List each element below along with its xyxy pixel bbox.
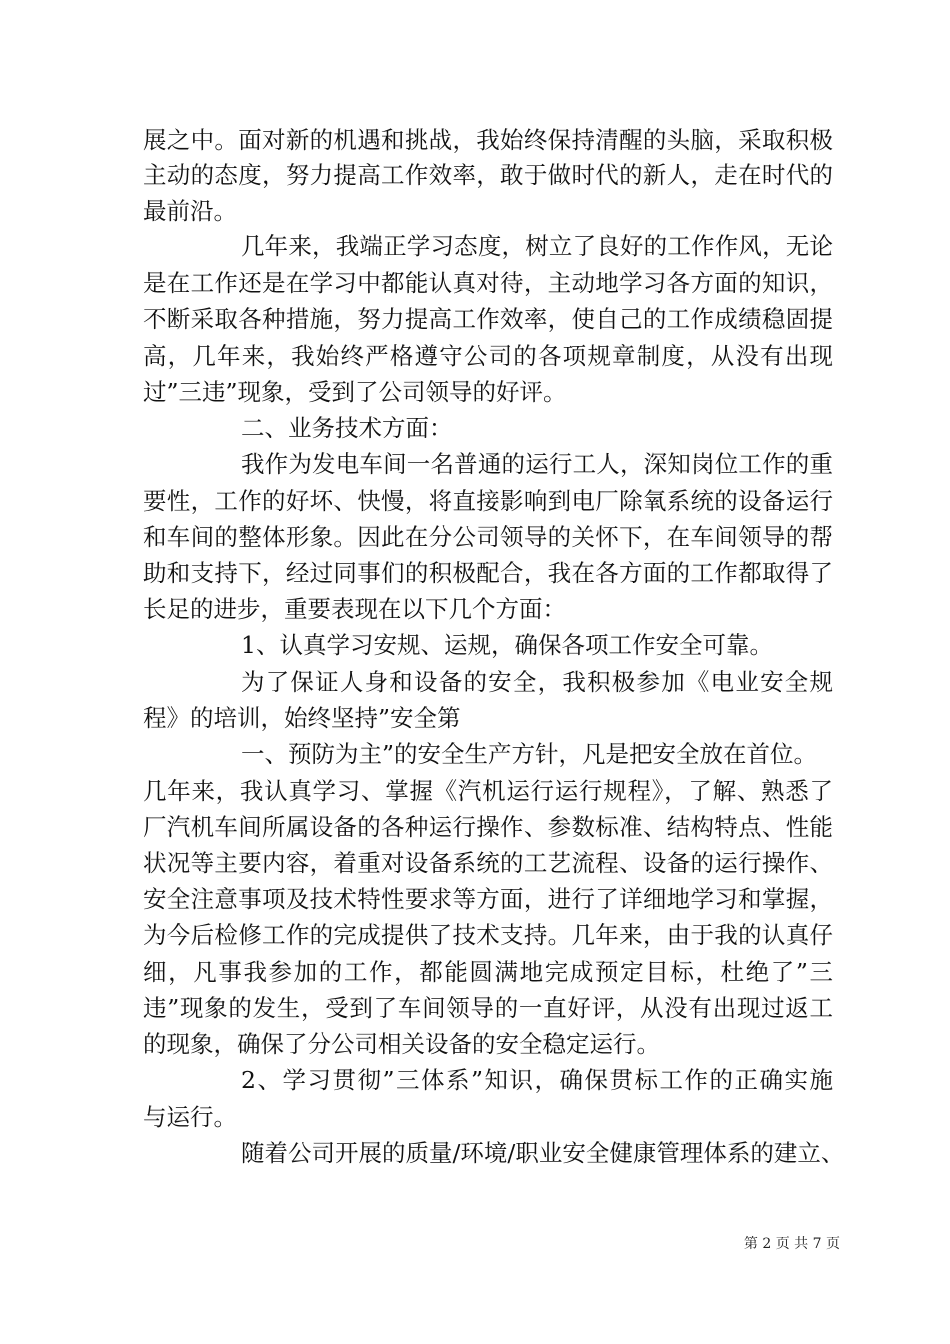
paragraph-line: 是在工作还是在学习中都能认真对待，主动地学习各方面的知识， <box>143 269 833 297</box>
paragraph-line: 最前沿。 <box>143 197 237 225</box>
paragraph-line: 要性，工作的好坏、快慢，将直接影响到电厂除氧系统的设备运行 <box>143 487 833 515</box>
paragraph-line: 和车间的整体形象。因此在分公司领导的关怀下，在车间领导的帮 <box>143 523 833 551</box>
paragraph-line: 过”三违”现象，受到了公司领导的好评。 <box>143 378 567 406</box>
page-number: 第 2 页 共 7 页 <box>743 1236 840 1252</box>
paragraph-line: 长足的进步，重要表现在以下几个方面： <box>143 595 566 623</box>
paragraph-line: 展之中。面对新的机遇和挑战，我始终保持清醒的头脑，采取积极 <box>143 126 833 154</box>
paragraph-line: 不断采取各种措施，努力提高工作效率，使自己的工作成绩稳固提 <box>143 305 833 333</box>
paragraph-line: 细，凡事我参加的工作，都能圆满地完成预定目标，杜绝了”三 <box>143 958 833 986</box>
subsection-heading: 1、认真学习安规、运规，确保各项工作安全可靠。 <box>241 631 773 659</box>
subsection-heading: 2、学习贯彻”三体系”知识，确保贯标工作的正确实施 <box>241 1066 833 1094</box>
paragraph-line: 状况等主要内容，着重对设备系统的工艺流程、设备的运行操作、 <box>143 849 833 877</box>
paragraph-line: 程》的培训，始终坚持”安全第 <box>143 704 461 732</box>
paragraph-line: 厂汽机车间所属设备的各种运行操作、参数标准、结构特点、性能 <box>143 813 833 841</box>
paragraph-line: 违”现象的发生，受到了车间领导的一直好评，从没有出现过返工 <box>143 994 833 1022</box>
section-heading: 二、业务技术方面： <box>241 414 453 442</box>
paragraph-line: 几年来，我端正学习态度，树立了良好的工作作风，无论 <box>241 232 833 260</box>
paragraph-line: 几年来，我认真学习、掌握《汽机运行运行规程》，了解、熟悉了 <box>143 777 833 805</box>
paragraph-line: 一、预防为主”的安全生产方针，凡是把安全放在首位。 <box>241 740 818 768</box>
paragraph-line: 我作为发电车间一名普通的运行工人，深知岗位工作的重 <box>241 450 833 478</box>
paragraph-line: 与运行。 <box>143 1103 237 1131</box>
paragraph-line: 高，几年来，我始终严格遵守公司的各项规章制度，从没有出现 <box>143 342 833 370</box>
paragraph-line: 随着公司开展的质量/环境/职业安全健康管理体系的建立、 <box>241 1139 845 1167</box>
paragraph-line: 为今后检修工作的完成提供了技术支持。几年来，由于我的认真仔 <box>143 921 833 949</box>
paragraph-line: 安全注意事项及技术特性要求等方面，进行了详细地学习和掌握， <box>143 885 833 913</box>
paragraph-line: 主动的态度，努力提高工作效率，敢于做时代的新人，走在时代的 <box>143 161 833 189</box>
paragraph-line: 助和支持下，经过同事们的积极配合，我在各方面的工作都取得了 <box>143 559 833 587</box>
paragraph-line: 的现象，确保了分公司相关设备的安全稳定运行。 <box>143 1030 660 1058</box>
paragraph-line: 为了保证人身和设备的安全，我积极参加《电业安全规 <box>241 668 833 696</box>
